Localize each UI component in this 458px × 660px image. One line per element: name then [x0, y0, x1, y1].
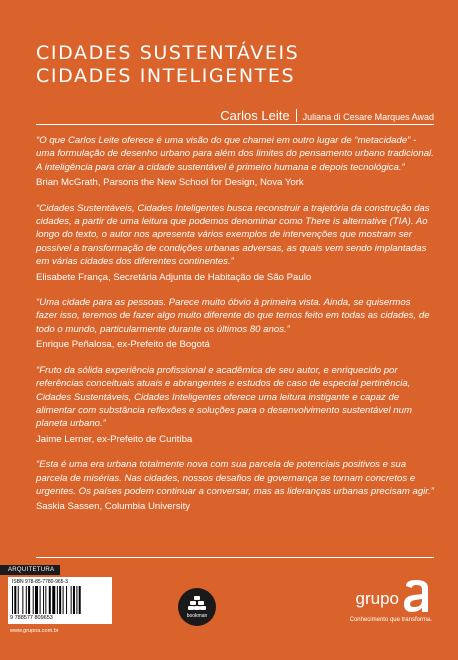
- isbn-text: ISBN 978-85-7780-965-3: [12, 579, 68, 585]
- quote-source: Enrique Peñalosa, ex-Prefeito de Bogotá: [36, 339, 210, 351]
- author-separator: [296, 109, 297, 122]
- author-line: [220, 108, 434, 123]
- quote-source: Saskia Sassen, Columbia University: [36, 501, 191, 513]
- grupo-word: grupo: [355, 589, 399, 608]
- quote-item: [36, 202, 434, 284]
- bookman-label: bookman: [186, 612, 208, 619]
- quote-source: Brian McGrath, Parsons the New School for Design, Nova York: [36, 177, 304, 189]
- bottom-divider: [36, 557, 434, 558]
- quote-item: [36, 458, 434, 514]
- quote-text: “Esta é uma era urbana totalmente nova com sua parcela de potenciais positivos e sua parcela de misérias. Nas cidades, nossos desafios de governança se tornam concretos e urgentes. Os países podem continuar a conversar, mas as lideranças urbanas precisam agir.”: [36, 459, 434, 497]
- quote-item: [36, 296, 434, 352]
- barcode-icon: [12, 586, 108, 614]
- quote-item: [36, 134, 434, 190]
- quote-text: “Fruto da sólida experiência profissional e acadêmica de seu autor, e enriquecido por referências conceituais atuais e abrangentes e estudos de caso de especial pertinência, Cidades Sustentáveis, Cidades Inteligentes oferece uma leitura instigante e capaz de alimentar com substância reflexões e soluções para o desenvolvimento sustentável num planeta urbano.”: [36, 364, 412, 430]
- publisher-website: www.grupoa.com.br: [10, 628, 59, 634]
- quotes-list: [36, 134, 434, 526]
- author-main: Carlos Leite: [220, 108, 290, 123]
- quote-text: “Uma cidade para as pessoas. Parece muito óbvio à primeira vista. Ainda, se quisermos fazer isso, teremos de fazer algo muito diferente do que temos feito em todas as cidades, de todo o mundo, particularmente durante os últimos 80 anos.”: [36, 297, 430, 335]
- top-divider: [36, 124, 434, 125]
- grupo-a-letter-icon: [402, 578, 434, 614]
- title-line-1: CIDADES SUSTENTÁVEIS: [36, 42, 300, 64]
- publisher-tagline: Conhecimento que transforma.: [349, 617, 432, 623]
- quote-source: Jaime Lerner, ex-Prefeito de Curitiba: [36, 433, 193, 445]
- bookman-bookstack-icon: [188, 596, 206, 612]
- quote-source: Elisabete França, Secretária Adjunta de Habitação de São Paulo: [36, 271, 312, 283]
- quote-text: “Cidades Sustentáveis, Cidades Inteligentes busca reconstruir a trajetória da construção das cidades, a partir de uma leitura que podemos denominar como There is alternative (TIA). Ao longo do texto, o autor nos apresenta vários exemplos de intervenções que mostram ser possível a transformação de condições urbanas adversas, as quais vem sendo implantadas em várias cidades dos diferentes continentes.”: [36, 202, 430, 268]
- title-line-2: CIDADES INTELIGENTES: [36, 65, 296, 87]
- quote-text: “O que Carlos Leite oferece é uma visão do que chamei em outro lugar de “metacidade” - uma formulação de desenho urbano para além dos limites do pensamento urbano tradicional. A inteligência para criar a cidade sustentável é primeiro humana e depois tecnológica.”: [36, 135, 434, 173]
- category-label: ARQUITETURA: [0, 565, 60, 575]
- grupo-a-logo: [356, 578, 434, 614]
- author-secondary: Juliana di Cesare Marques Awad: [302, 112, 434, 122]
- book-title: [36, 42, 299, 88]
- barcode-box: [8, 577, 112, 624]
- barcode-number: 9 788577 809653: [10, 615, 53, 621]
- quote-item: [36, 364, 434, 446]
- bookman-logo: [178, 588, 216, 626]
